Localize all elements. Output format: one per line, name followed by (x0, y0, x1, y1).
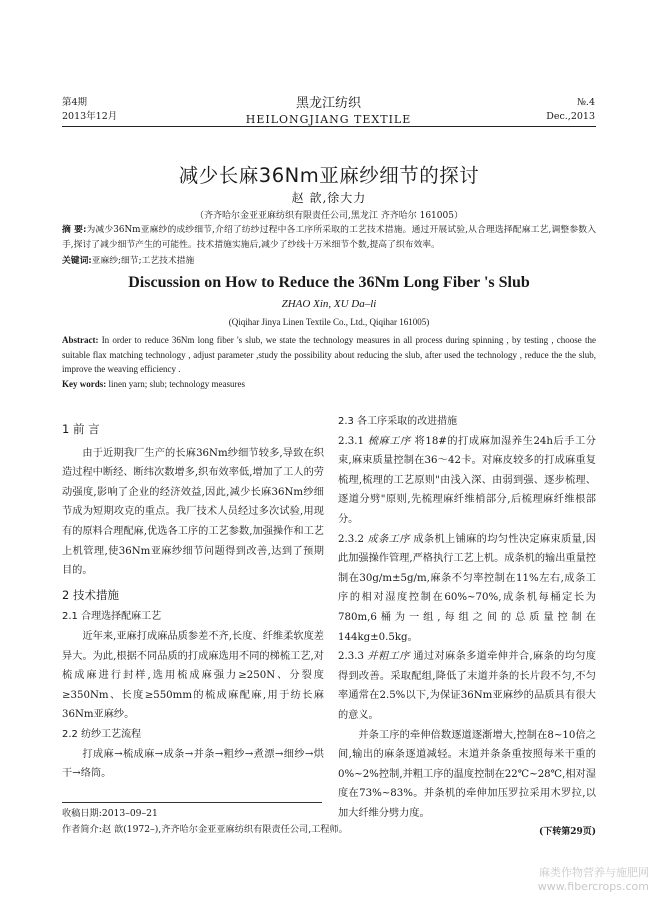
section-2-3-2-label: 成条工序 (367, 533, 410, 545)
section-2-3-3-text: 通过对麻条多道牵伸并合,麻条的均匀度得到改善。采取配组,降低了末道并条的长片段不匀,不匀率通常在2.5%以下,为保证36Nm亚麻纱的品质具有很大的意义。 (338, 651, 596, 721)
section-2-3-1-paragraph (338, 432, 596, 530)
issue-number: 第4期 (62, 97, 88, 108)
section-2-3-2-text: 成条机上铺麻的均匀性决定麻束质量,因此加强操作管理,严格执行工艺上机。成条机的输出重量控制在30g/m±5g/m,麻条不匀率控制在11%左右,成条工序的相对湿度控制在60%~70%,成条机每桶定长为780m,6桶为一组,每组之间的总质量控制在144kg±0.5kg。 (338, 533, 596, 643)
section-2-3-heading: 2.3 各工序采取的改进措施 (338, 416, 458, 427)
watermark-cn: 麻类作物营养与施肥网 (539, 866, 649, 879)
affiliation-cn: （齐齐哈尔金亚亚麻纺织有限责任公司,黑龙江 齐齐哈尔 161005） (195, 211, 463, 221)
journal-name-en: HEILONGJIANG TEXTILE (245, 113, 412, 126)
draw-frame-paragraph: 并条工序的牵伸倍数逐道逐渐增大,控制在8~10倍之间,输出的麻条逐道减轻。末道并条条重按照每米干重的0%~2%控制,并粗工序的温度控制在22℃~28℃,相对湿度在73%~83%。并条机的牵伸加压罗拉采用木罗拉,以加大纤维分劈力度。 (338, 729, 596, 819)
issue-info (62, 96, 117, 124)
section-2-3-3-label: 并粗工序 (367, 651, 410, 663)
section-2-3-1-number: 2.3.1 (338, 435, 364, 447)
section-2-heading: 2 技术措施 (62, 587, 119, 602)
section-1-heading: 1 前 言 (62, 422, 100, 436)
affiliation-en: (Qiqihar Jinya Linen Textile Co., Ltd., Qiqihar 161005) (228, 317, 430, 327)
section-1-paragraph: 由于近期我厂生产的长麻36Nm纱细节较多,导致在织造过程中断经、断纬次数增多,织布效率低,增加了工人的劳动强度,影响了企业的经济效益,因此,减少长麻36Nm纱细节成为短期攻克的重点。我厂技术人员经过多次试验,用现有的原料合理配麻,优选各工序的工艺参数,加强操作和工艺上机管理,使36Nm亚麻纱细节问题得到改善,达到了预期目的。 (62, 447, 324, 577)
issue-info-en (546, 96, 595, 124)
header-rule (62, 126, 596, 127)
section-2-3-1-label: 梳麻工序 (367, 435, 411, 447)
section-2-2-paragraph: 打成麻→梳成麻→成条→并条→粗纱→煮漂→细纱→烘干→络筒。 (62, 748, 324, 780)
keywords-cn-label: 关键词: (62, 256, 92, 266)
journal-name (200, 92, 457, 126)
abstract-cn-text: 为减少36Nm亚麻纱的成纱细节,介绍了纺纱过程中各工序所采取的工艺技术措施。通过开展试验,从合理选择配麻工艺,调整参数入手,探讨了减少细节产生的可能性。技术措施实施后,减少了纱线十万米细节个数,提高了织布效率。 (62, 225, 597, 250)
abstract-en (62, 333, 596, 377)
section-2-2-heading: 2.2 纺纱工艺流程 (62, 728, 142, 740)
keywords-en (62, 377, 596, 392)
section-2-3-2-paragraph (338, 530, 596, 648)
continued-note: (下转第29页) (538, 827, 596, 838)
received-date: 收稿日期:2013–09–21 (62, 808, 158, 819)
section-2-1-paragraph: 近年来,亚麻打成麻品质参差不齐,长度、纤维柔软度差异大。为此,根据不同品质的打成麻选用不同的梯梳工艺,对梳成麻进行封样,选用梳成麻强力≥250N、分裂度≥350Nm、长度≥550mm的梳成麻配麻,用于纺长麻36Nm亚麻纱。 (62, 630, 324, 721)
keywords-cn-text: 亚麻纱;细节;工艺技术措施 (91, 256, 195, 266)
watermark-url: www.fibercrops.com (537, 880, 649, 893)
abstract-cn (62, 223, 596, 252)
left-column (62, 416, 324, 784)
issue-no: №.4 (576, 97, 595, 108)
section-2-3-3-number: 2.3.3 (338, 651, 364, 663)
author-bio: 作者简介:赵 歆(1972–),齐齐哈尔金亚亚麻纺织有限责任公司,工程师。 (62, 824, 348, 835)
issue-date-en: Dec.,2013 (546, 111, 595, 122)
title-en: Discussion on How to Reduce the 36Nm Long Fiber 's Slub (128, 274, 530, 291)
authors-cn: 赵 歆,徐大力 (291, 191, 367, 205)
abstract-en-label: Abstract: (62, 335, 99, 345)
right-column (338, 412, 596, 843)
title-cn: 减少长麻36Nm亚麻纱细节的探讨 (178, 164, 480, 187)
abstract-en-text: In order to reduce 36Nm long fiber 's slub, we state the technology measures in all process during spinning , by testing , choose the suitable flax matching technology , adjust parameter ,study the possibility about reducing the slub, after used the technology , reduce the the slub, improve the weaving efficiency . (62, 335, 596, 374)
section-2-3-1-text: 将18#的打成麻加湿养生24h后手工分束,麻束质量控制在36～42卡。对麻皮较多的打成麻重复梳理,梳理的工艺原则"由浅入深、由弱到强、逐步梳理、逐道分劈"原则,先梳理麻纤维梢部分,后梳理麻纤维根部分。 (338, 435, 596, 525)
footnotes (62, 806, 596, 838)
footnote-rule (62, 802, 322, 803)
keywords-cn (62, 254, 596, 269)
journal-name-cn: 黑龙江纺织 (295, 96, 361, 111)
authors-en: ZHAO Xin, XU Da–li (281, 298, 377, 310)
keywords-en-text: linen yarn; slub; technology measures (106, 379, 245, 389)
keywords-en-label: Key words: (62, 379, 107, 389)
section-2-3-2-number: 2.3.2 (338, 533, 364, 545)
abstract-cn-label: 摘 要: (62, 225, 87, 235)
watermark (538, 866, 649, 894)
section-2-3-3-paragraph (338, 647, 596, 725)
section-2-1-heading: 2.1 合理选择配麻工艺 (62, 611, 162, 623)
issue-date-cn: 2013年12月 (62, 111, 118, 122)
